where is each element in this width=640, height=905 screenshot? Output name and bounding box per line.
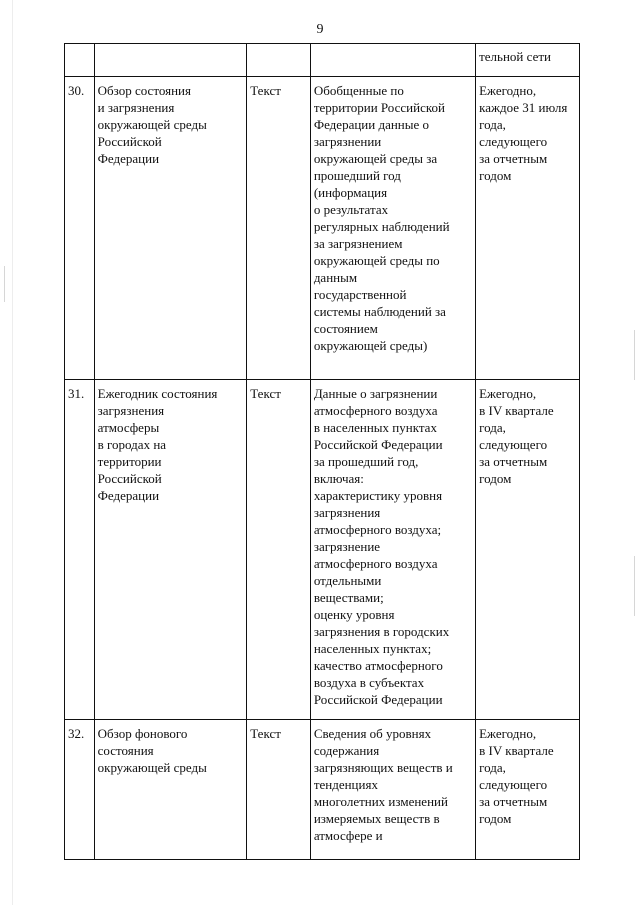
cell-line: в городах на bbox=[97, 437, 167, 452]
cell-line: года, bbox=[479, 117, 506, 132]
cell-line: следующего bbox=[479, 134, 548, 149]
cell-line: следующего bbox=[479, 777, 548, 792]
cell-line: Сведения об уровнях bbox=[313, 726, 432, 741]
cell-line: атмосферного воздуха bbox=[313, 403, 438, 418]
cell-line: территории bbox=[97, 454, 162, 469]
cell-number: 32. bbox=[65, 720, 95, 860]
cell-period bbox=[476, 77, 580, 380]
cell-name bbox=[94, 44, 247, 77]
cell-line: окружающей среды по bbox=[313, 253, 440, 268]
cell-line: в IV квартале bbox=[479, 743, 554, 758]
cell-line: окружающей среды за bbox=[313, 151, 438, 166]
cell-line: Российской Федерации bbox=[313, 692, 443, 707]
cell-line: измеряемых веществ в bbox=[313, 811, 440, 826]
scan-edge bbox=[0, 0, 13, 905]
cell-line: за прошедший год, bbox=[313, 454, 419, 469]
cell-line: Ежегодно, bbox=[479, 726, 537, 741]
cell-line: загрязнение bbox=[313, 539, 381, 554]
cell-line: следующего bbox=[479, 437, 548, 452]
cell-line: Российской Федерации bbox=[313, 437, 443, 452]
cell-line: Обзор состояния bbox=[97, 83, 191, 98]
cell-line: Ежегодник состояния bbox=[97, 386, 218, 401]
cell-line: годом bbox=[479, 471, 512, 486]
cell-line: за отчетным bbox=[479, 454, 548, 469]
cell-line: Ежегодно, bbox=[479, 386, 537, 401]
cell-line: атмосферного воздуха bbox=[313, 556, 438, 571]
cell-line: в населенных пунктах bbox=[313, 420, 437, 435]
cell-form: Текст bbox=[247, 720, 311, 860]
cell-form bbox=[247, 44, 311, 77]
cell-line: данным bbox=[313, 270, 358, 285]
scan-mark bbox=[4, 266, 5, 302]
cell-content bbox=[310, 720, 475, 860]
cell-line: Российской bbox=[97, 471, 162, 486]
table-row bbox=[65, 77, 580, 380]
cell-line: (информация bbox=[313, 185, 388, 200]
cell-form: Текст bbox=[247, 380, 311, 720]
cell-line: загрязнения bbox=[313, 505, 381, 520]
cell-period bbox=[476, 720, 580, 860]
cell-line: населенных пунктах; bbox=[313, 641, 432, 656]
cell-line: прошедший год bbox=[313, 168, 401, 183]
table-row bbox=[65, 720, 580, 860]
cell-line: загрязняющих веществ и bbox=[313, 760, 453, 775]
cell-line: за отчетным bbox=[479, 794, 548, 809]
cell-line: за отчетным bbox=[479, 151, 548, 166]
cell-line: системы наблюдений за bbox=[313, 304, 446, 319]
cell-form: Текст bbox=[247, 77, 311, 380]
cell-line: тельной сети bbox=[479, 49, 551, 64]
cell-line: годом bbox=[479, 811, 512, 826]
cell-number: 31. bbox=[65, 380, 95, 720]
cell-line: окружающей среды) bbox=[313, 338, 428, 353]
cell-line: каждое 31 июля bbox=[479, 100, 568, 115]
cell-line: состояния bbox=[97, 743, 154, 758]
cell-line: за загрязнением bbox=[313, 236, 403, 251]
cell-line: оценку уровня bbox=[313, 607, 395, 622]
cell-line: качество атмосферного bbox=[313, 658, 443, 673]
cell-line: загрязнения в городских bbox=[313, 624, 450, 639]
cell-line: годом bbox=[479, 168, 512, 183]
cell-line: государственной bbox=[313, 287, 407, 302]
cell-content bbox=[310, 380, 475, 720]
cell-line: содержания bbox=[313, 743, 380, 758]
cell-line: Обзор фонового bbox=[97, 726, 188, 741]
cell-name bbox=[94, 720, 247, 860]
cell-line: состоянием bbox=[313, 321, 378, 336]
cell-line: и загрязнения bbox=[97, 100, 175, 115]
table-body bbox=[65, 44, 580, 860]
cell-line: Данные о загрязнении bbox=[313, 386, 438, 401]
cell-line: года, bbox=[479, 420, 506, 435]
cell-line: Российской bbox=[97, 134, 162, 149]
cell-line: отдельными bbox=[313, 573, 382, 588]
cell-name bbox=[94, 77, 247, 380]
cell-content bbox=[310, 44, 475, 77]
cell-line: года, bbox=[479, 760, 506, 775]
cell-line: Федерации bbox=[97, 151, 160, 166]
cell-number bbox=[65, 44, 95, 77]
table-row bbox=[65, 380, 580, 720]
cell-line: воздуха в субъектах bbox=[313, 675, 425, 690]
cell-line: окружающей среды bbox=[97, 117, 207, 132]
cell-line: атмосфере и bbox=[313, 828, 383, 843]
cell-line: окружающей среды bbox=[97, 760, 207, 775]
cell-line: атмосферного воздуха; bbox=[313, 522, 442, 537]
cell-line: тенденциях bbox=[313, 777, 378, 792]
cell-line: Обобщенные по bbox=[313, 83, 404, 98]
cell-period bbox=[476, 380, 580, 720]
cell-line: характеристику уровня bbox=[313, 488, 443, 503]
cell-line: загрязнения bbox=[97, 403, 165, 418]
page-number: 9 bbox=[316, 22, 324, 37]
scan-mark bbox=[634, 556, 635, 616]
cell-line: в IV квартале bbox=[479, 403, 554, 418]
cell-name bbox=[94, 380, 247, 720]
cell-line: о результатах bbox=[313, 202, 389, 217]
cell-content bbox=[310, 77, 475, 380]
table-row-continuation bbox=[65, 44, 580, 77]
cell-line: загрязнении bbox=[313, 134, 382, 149]
cell-line: веществами; bbox=[313, 590, 384, 605]
scan-mark bbox=[634, 330, 635, 380]
cell-line: многолетних изменений bbox=[313, 794, 448, 809]
cell-line: Федерации bbox=[97, 488, 160, 503]
cell-period bbox=[476, 44, 580, 77]
cell-line: территории Российской bbox=[313, 100, 445, 115]
cell-line: Федерации данные о bbox=[313, 117, 430, 132]
cell-line: Ежегодно, bbox=[479, 83, 537, 98]
cell-line: регулярных наблюдений bbox=[313, 219, 450, 234]
document-table bbox=[64, 43, 580, 860]
cell-number: 30. bbox=[65, 77, 95, 380]
cell-line: атмосферы bbox=[97, 420, 160, 435]
cell-line: включая: bbox=[313, 471, 364, 486]
